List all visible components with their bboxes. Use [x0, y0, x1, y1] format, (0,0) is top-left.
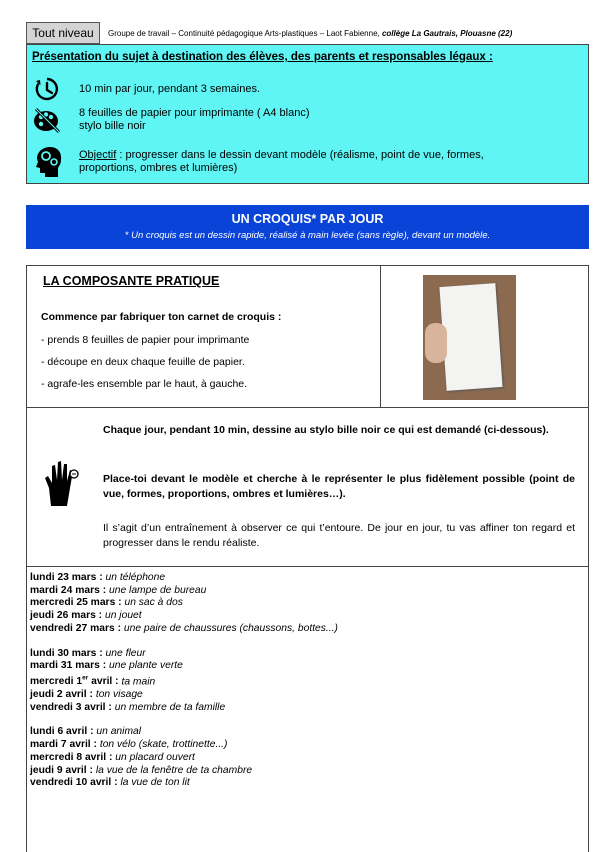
schedule-item: vendredi 10 avril : la vue de ton lit — [30, 777, 190, 789]
duration-row — [27, 76, 260, 102]
schedule-item: lundi 30 mars : une fleur — [30, 647, 146, 659]
objective-text — [79, 149, 484, 175]
clock-icon — [27, 76, 67, 102]
group-text: Groupe de travail – Continuité pédagogique Arts-plastiques – Laot Fabienne, — [108, 28, 382, 38]
practice-box — [26, 265, 589, 852]
header-credits — [108, 29, 512, 38]
presentation-box — [26, 44, 589, 184]
daily-instructions-section — [27, 408, 588, 567]
schedule-item: jeudi 9 avril : la vue de la fenêtre de ta chambre — [30, 764, 253, 776]
model-instruction-text: Place-toi devant le modèle et cherche à le représenter le plus fidèlement possible (point de vue, formes, proportions, ombres et lumières…). — [103, 473, 575, 500]
schedule-item: lundi 23 mars : un téléphone — [30, 572, 166, 583]
presentation-title: Présentation du sujet à destination des élèves, des parents et responsables légaux : — [32, 51, 493, 63]
duration-text: 10 min par jour, pendant 3 semaines. — [79, 82, 261, 95]
schedule-week-1 — [30, 572, 338, 636]
paper-sheet-image — [439, 283, 502, 391]
schedule-item: mardi 7 avril : ton vélo (skate, trottinette...) — [30, 739, 228, 751]
schedule-item: mercredi 8 avril : un placard ouvert — [30, 751, 195, 763]
hand-holding-image — [425, 323, 447, 363]
croquis-banner — [26, 205, 589, 249]
practice-title: LA COMPOSANTE PRATIQUE — [43, 274, 220, 288]
croquis-title: UN CROQUIS* PAR JOUR — [231, 212, 384, 226]
notebook-step: - prends 8 feuilles de papier pour imprimante — [41, 334, 250, 346]
notebook-photo — [423, 275, 516, 400]
materials-row — [27, 105, 310, 135]
notebook-step: - découpe en deux chaque feuille de papier. — [41, 356, 245, 368]
notebook-section — [27, 266, 588, 408]
objective-desc: : progresser dans le dessin devant modèle (réalisme, point de vue, formes, — [116, 149, 484, 161]
notebook-step: - agrafe-les ensemble par le haut, à gauche. — [41, 378, 248, 390]
materials-line-2: stylo bille noir — [79, 120, 146, 132]
notebook-intro: Commence par fabriquer ton carnet de croquis : — [41, 311, 282, 323]
hand-icon — [43, 458, 81, 513]
materials-line-1: 8 feuilles de papier pour imprimante ( A4 blanc) — [79, 107, 310, 119]
schedule-item: lundi 6 avril : un animal — [30, 726, 142, 738]
objective-label: Objectif — [79, 149, 117, 161]
schedule-item: mercredi 1er avril : ta main — [30, 674, 156, 688]
materials-text — [79, 107, 310, 133]
schedule-item: vendredi 3 avril : un membre de ta famille — [30, 701, 226, 713]
schedule-week-2 — [30, 648, 338, 715]
schedule-week-3 — [30, 726, 338, 790]
school-name: collège La Gautrais, Plouasne (22) — [381, 28, 513, 38]
daily-instruction-text: Chaque jour, pendant 10 min, dessine au stylo bille noir ce qui est demandé (ci-dessous). — [103, 424, 549, 436]
objective-line-2: proportions, ombres et lumières) — [79, 162, 238, 174]
palette-icon — [27, 105, 67, 135]
schedule-item: vendredi 27 mars : une paire de chaussures (chaussons, bottes...) — [30, 622, 338, 634]
objective-row — [27, 145, 484, 179]
schedule-item: mardi 24 mars : une lampe de bureau — [30, 584, 207, 596]
notebook-instructions — [27, 266, 381, 408]
training-explanation-text: Il s’agit d’un entraînement à observer ce qui t’entoure. De jour en jour, tu vas affiner ton regard et progresser dans le rendu réaliste. — [103, 522, 575, 549]
drawing-schedule — [30, 572, 338, 790]
schedule-item: mercredi 25 mars : un sac à dos — [30, 597, 183, 609]
schedule-item: jeudi 2 avril : ton visage — [30, 689, 143, 701]
schedule-item: mardi 31 mars : une plante verte — [30, 660, 183, 672]
croquis-definition: * Un croquis est un dessin rapide, réalisé à main levée (sans règle), devant un modèle. — [124, 230, 491, 241]
brain-gear-icon — [27, 145, 67, 179]
schedule-item: jeudi 26 mars : un jouet — [30, 610, 142, 622]
level-badge: Tout niveau — [26, 22, 100, 44]
document-header — [26, 22, 589, 44]
